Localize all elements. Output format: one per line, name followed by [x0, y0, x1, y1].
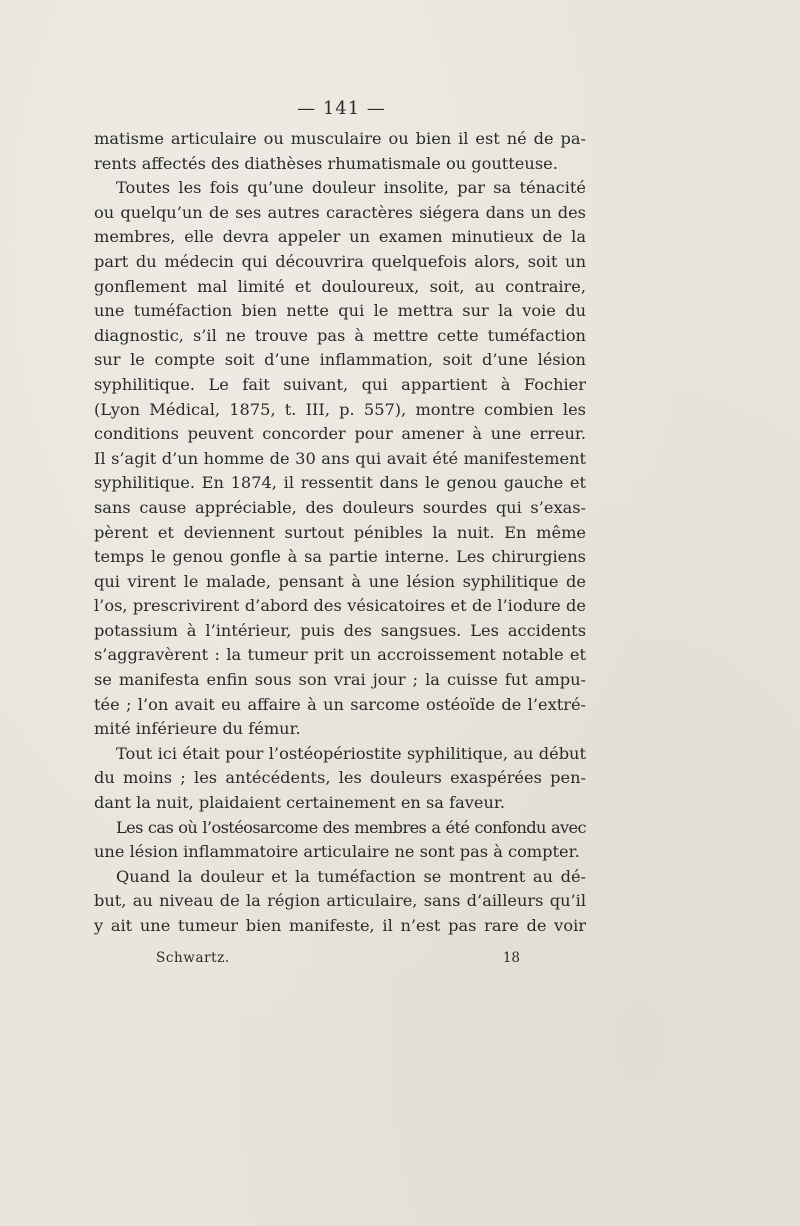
text-line: y ait une tumeur bien manifeste, il n’est pas rare de voir — [94, 916, 586, 935]
text-line: ou quelqu’un de ses autres caractères siégera dans un des — [94, 202, 586, 222]
text-line: sur le compte soit d’une inflammation, soit d’une lésion — [94, 350, 586, 370]
text-line: but, au niveau de la région articulaire, sans d’ailleurs qu’il — [94, 891, 586, 911]
text-line: s’aggravèrent : la tumeur prit un accroissement notable et — [94, 645, 586, 665]
signature-mark: Schwartz. — [156, 950, 230, 966]
text-line: syphilitique. Le fait suivant, qui appartient à Fochier — [94, 374, 586, 394]
text-line: l’os, prescrivirent d’abord des vésicatoires et de l’iodure de — [94, 596, 586, 616]
text-line: syphilitique. En 1874, il ressentit dans le genou gauche et — [94, 473, 586, 493]
text-line: tée ; l’on avait eu affaire à un sarcome ostéoïde de l’extré- — [94, 694, 586, 714]
text-line: membres, elle devra appeler un examen minutieux de la — [94, 227, 586, 247]
text-line: conditions peuvent concorder pour amener à une erreur. — [94, 424, 586, 444]
text-line: sans cause appréciable, des douleurs sourdes qui s’exas- — [94, 497, 586, 517]
text-line: part du médecin qui découvrira quelquefois alors, soit un — [94, 251, 586, 271]
text-line: se manifesta enfin sous son vrai jour ; la cuisse fut ampu- — [94, 670, 586, 690]
text-line: Il s’agit d’un homme de 30 ans qui avait été manifestement — [94, 448, 586, 468]
text-line: du moins ; les antécédents, les douleurs exaspérées pen- — [94, 768, 586, 788]
text-line: Tout ici était pour l’ostéopériostite syphilitique, au début — [116, 743, 586, 763]
text-line: mité inférieure du fémur. — [94, 719, 301, 739]
text-line: (Lyon Médical, 1875, t. III, p. 557), montre combien les — [94, 399, 586, 419]
text-line: Les cas où l’ostéosarcome des membres a été confondu avec — [116, 817, 586, 837]
text-line: diagnostic, s’il ne trouve pas à mettre cette tuméfaction — [94, 325, 586, 345]
page-number: — 141 — — [297, 98, 386, 119]
text-line: une tuméfaction bien nette qui le mettra sur la voie du — [94, 301, 586, 321]
text-line: temps le genou gonfle à sa partie interne. Les chirurgiens — [94, 547, 586, 567]
text-line: gonflement mal limité et douloureux, soit, au contraire, — [94, 276, 586, 296]
text-line: une lésion inflammatoire articulaire ne sont pas à compter. — [94, 842, 580, 862]
text-line: Toutes les fois qu’une douleur insolite, par sa ténacité — [116, 178, 586, 198]
text-line: rents affectés des diathèses rhumatismale ou goutteuse. — [94, 153, 558, 173]
sheet-number: 18 — [502, 950, 520, 966]
text-line: potassium à l’intérieur, puis des sangsues. Les accidents — [94, 620, 586, 640]
text-line: pèrent et deviennent surtout pénibles la nuit. En même — [94, 522, 586, 542]
text-line: dant la nuit, plaidaient certainement en sa faveur. — [94, 793, 505, 813]
text-line: Quand la douleur et la tuméfaction se montrent au dé- — [116, 866, 586, 886]
page-footer — [156, 950, 520, 966]
body-text — [94, 127, 586, 939]
text-line: qui virent le malade, pensant à une lésion syphilitique de — [94, 571, 586, 591]
text-line: matisme articulaire ou musculaire ou bien il est né de pa- — [94, 129, 586, 148]
